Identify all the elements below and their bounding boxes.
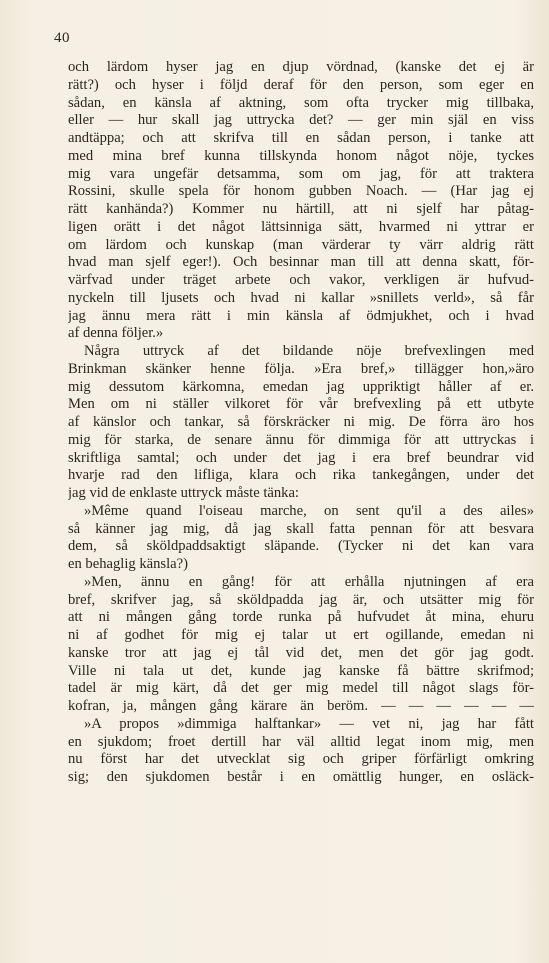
text-line: kanske tror att jag ej tål vid det, men det gör jag godt. [68, 644, 534, 661]
text-line: Rossini, skulle spela för honom gubben Noach. — (Har jag ej [68, 183, 534, 200]
text-line: sig; den sjukdomen består i en omättlig hunger, en osläck- [68, 769, 534, 785]
text-line: tadel är mig kärt, då det ger mig medel till något slags för- [68, 680, 534, 697]
text-line: mig dessutom kärkomna, emedan jag uppriktigt håller af er. [68, 378, 534, 395]
text-line: mig för starka, de senare ännu för dimmiga för att uttryckas i [68, 431, 534, 448]
text-line: med mina bref kunna tillskynda honom något nöje, tyckes [68, 147, 534, 164]
text-line: om lärdom och kunskap (man värderar ty värr aldrig rätt [68, 236, 534, 253]
page-number: 40 [54, 30, 70, 46]
text-line: värfvad under träget arbete och vakor, verkligen är hufvud- [68, 272, 534, 288]
text-line: en behaglig känsla?) [68, 556, 188, 572]
text-line: nyckeln till ljusets och hvad ni kallar »snillets verld», så får [68, 289, 534, 306]
text-line: rätt?) och hyser i följd deraf för den person, som eger en [68, 76, 534, 93]
text-line: »Même quand l'oiseau marche, on sent qu'il a des ailes» [84, 502, 534, 519]
text-line: Brinkman skänker henne följa. »Era bref,» tillägger hon,»äro [68, 360, 534, 377]
text-line: dem, så sköldpaddsaktigt släpande. (Tycker ni det kan vara [68, 538, 534, 555]
text-line: bref, skrifver jag, så sköldpadda jag är, och utsätter mig för [68, 591, 534, 608]
text-line: att ni mången gång torde runka på hufvudet åt mina, ehuru [68, 609, 534, 626]
text-line: mig vara ungefär detsamma, som om jag, för att traktera [68, 165, 534, 182]
text-line: nu först har det utvecklat sig och griper förfärligt omkring [68, 751, 534, 768]
text-line: och lärdom hyser jag en djup vördnad, (kanske det ej är [68, 59, 534, 75]
text-line: jag ännu mera rätt i min känsla af ödmjukhet, och i hvad [68, 307, 534, 324]
text-line: ni af godhet för mig ej talar ut ert ogillande, emedan ni [68, 627, 534, 643]
text-line: af denna följer.» [68, 325, 164, 342]
text-line: Ville ni tala ut det, kunde jag kanske få bättre skrifmod; [68, 662, 534, 679]
text-line: eller — hur skall jag uttrycka det? — ger min själ en viss [68, 112, 534, 129]
text-line: kofran, ja, mången gång kärare än beröm. — — — — — — [68, 698, 534, 714]
text-line: Några uttryck af det bildande nöje brefvexlingen med [84, 343, 534, 359]
text-line: af känslor och tankar, så förskräcker ni mig. De förra äro hos [68, 414, 534, 430]
text-line: hvad man sjelf eger!). Och besinnar man till att denna skatt, för- [68, 254, 534, 271]
text-line: »A propos »dimmiga halftankar» — vet ni, jag har fått [84, 715, 534, 732]
text-line: så känner jag mig, då jag skall fatta pennan för att besvara [68, 520, 534, 537]
text-line: skriftliga samtal; och under det jag i era bref beundrar vid [68, 449, 534, 466]
text-line: jag vid de enklaste uttryck måste tänka: [68, 485, 299, 501]
text-line: »Men, ännu en gång! för att erhålla njutningen af era [84, 573, 534, 590]
text-line: andtäppa; och att skrifva till en sådan person, i tanke att [68, 130, 534, 146]
text-line: rätt kanhända?) Kommer nu härtill, att ni sjelf har påtag- [68, 201, 534, 217]
body-text [68, 59, 534, 787]
text-line: sådan, en känsla af aktning, som ofta trycker mig tillbaka, [68, 94, 534, 111]
text-line: ligen orätt i det något lättsinniga sätt, hvarmed ni yttrar er [68, 218, 534, 235]
text-line: hvarje rad den lifliga, klara och rika tankegången, under det [68, 467, 534, 484]
text-line: en sjukdom; froet dertill har väl alltid legat inom mig, men [68, 733, 534, 750]
text-line: Men om ni ställer vilkoret för vår brefvexling på ett utbyte [68, 396, 534, 413]
